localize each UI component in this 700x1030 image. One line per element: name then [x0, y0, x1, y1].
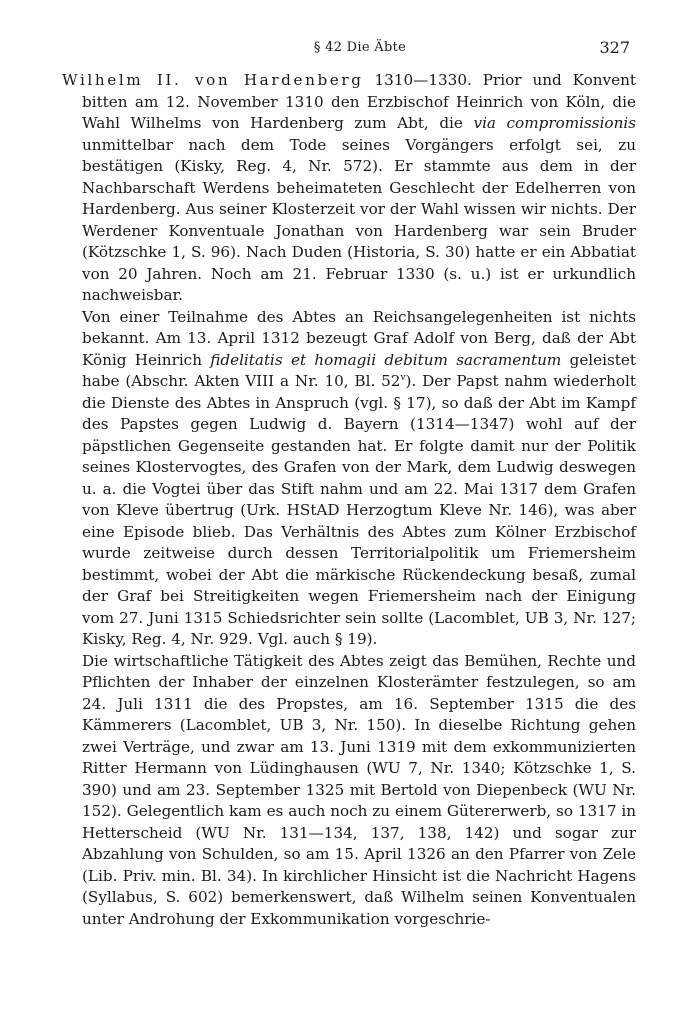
paragraph-2-text-a: Von einer Teilnahme des Abtes an Reichsangelegenheiten ist nichts bekannt. Am 13. April 1312 bezeugt Graf Adolf von Berg, daß der Abt König Heinrich — [82, 307, 636, 369]
paragraph-2-text-c: ). Der Papst nahm wiederholt die Dienste des Abtes in Anspruch (vgl. § 17), so daß der Abt im Kampf des Papstes gegen Ludwig d. Bayern (1314—1347) wohl auf der päpstlichen Gegenseite gestanden hat. Er folgte damit nur der Politik seines Klostervogtes, des Grafen von der Mark, dem Ludwig deswegen u. a. die Vogtei über das Stift nahm und am 22. Mai 1317 dem Grafen von Kleve übertrug (Urk. HStAD Herzogtum Kleve Nr. 146), was aber eine Episode blieb. Das Verhältnis des Abtes zum Kölner Erzbischof wurde zeitweise durch dessen Territorialpolitik um Friemersheim bestimmt, wobei der Abt die märkische Rückendeckung besaß, zumal der Graf bei Streitigkeiten wegen Friemersheim nach der Einigung vom 27. Juni 1315 Schiedsrichter sein sollte (Lacomblet, UB 3, Nr. 127; Kisky, Reg. 4, Nr. 929. Vgl. auch § 19). — [82, 372, 636, 648]
paragraph-1-text-b: unmittelbar nach dem Tode seines Vorgängers erfolgt sei, zu bestätigen (Kisky, Reg. 4, Nr. 572). Er stammte aus dem in der Nachbarschaft Werdens beheimateten Geschlecht der Edelherren von Hardenberg. Aus seiner Klosterzeit vor der Wahl wissen wir nichts. Der Werdener Konventuale Jonathan von Hardenberg war sein Bruder (Kötzschke 1, S. 96). Nach Duden (Historia, S. 30) hatte er ein Abbatiat von 20 Jahren. Noch am 21. Februar 1330 (s. u.) ist er urkundlich nachweisbar. — [82, 135, 636, 304]
paragraph-2 — [62, 307, 636, 651]
paragraph-1-italic: via compromissionis — [473, 114, 637, 132]
paragraph-3: Die wirtschaftliche Tätigkeit des Abtes zeigt das Bemühen, Rechte und Pflichten der Inhaber der einzelnen Klosterämter festzulegen, so am 24. Juli 1311 die des Propstes, am 16. September 1315 die des Kämmerers (Lacomblet, UB 3, Nr. 150). In dieselbe Richtung gehen zwei Verträge, und zwar am 13. Juni 1319 mit dem exkommunizierten Ritter Hermann von Lüdinghausen (WU 7, Nr. 1340; Kötzschke 1, S. 390) und am 23. September 1325 mit Bertold von Diepenbeck (WU Nr. 152). Gelegentlich kam es auch noch zu einem Gütererwerb, so 1317 in Hetterscheid (WU Nr. 131—134, 137, 138, 142) und sogar zur Abzahlung von Schulden, so am 15. April 1326 an den Pfarrer von Zele (Lib. Priv. min. Bl. 34). In kirchlicher Hinsicht ist die Nachricht Hagens (Syllabus, S. 602) bemerkenswert, daß Wilhelm seinen Konventualen unter Androhung der Exkommunikation vorgeschrie- — [82, 651, 636, 928]
paragraph-2-italic: fidelitatis et homagii debitum sacramentum — [210, 350, 562, 369]
paragraph-2-superscript: v — [400, 372, 406, 383]
running-title: § 42 Die Äbte — [313, 40, 407, 55]
paragraph-1-text-a: Prior und Konvent bitten am 12. November 1310 den Erzbischof Heinrich von Köln, die Wahl Wilhelms von Hardenberg zum Abt, die — [82, 71, 636, 132]
body-text — [62, 70, 636, 930]
entry-dates: 1310—1330. — [363, 71, 472, 89]
paragraph-2-text-b: geleistet habe (Abschr. Akten VIII a Nr. 10, Bl. 52 — [82, 350, 637, 390]
entry-name: Wilhelm II. von Hardenberg — [62, 71, 364, 89]
running-head — [60, 38, 660, 60]
entry-paragraph-1 — [62, 70, 636, 307]
page-number: 327 — [599, 38, 630, 57]
